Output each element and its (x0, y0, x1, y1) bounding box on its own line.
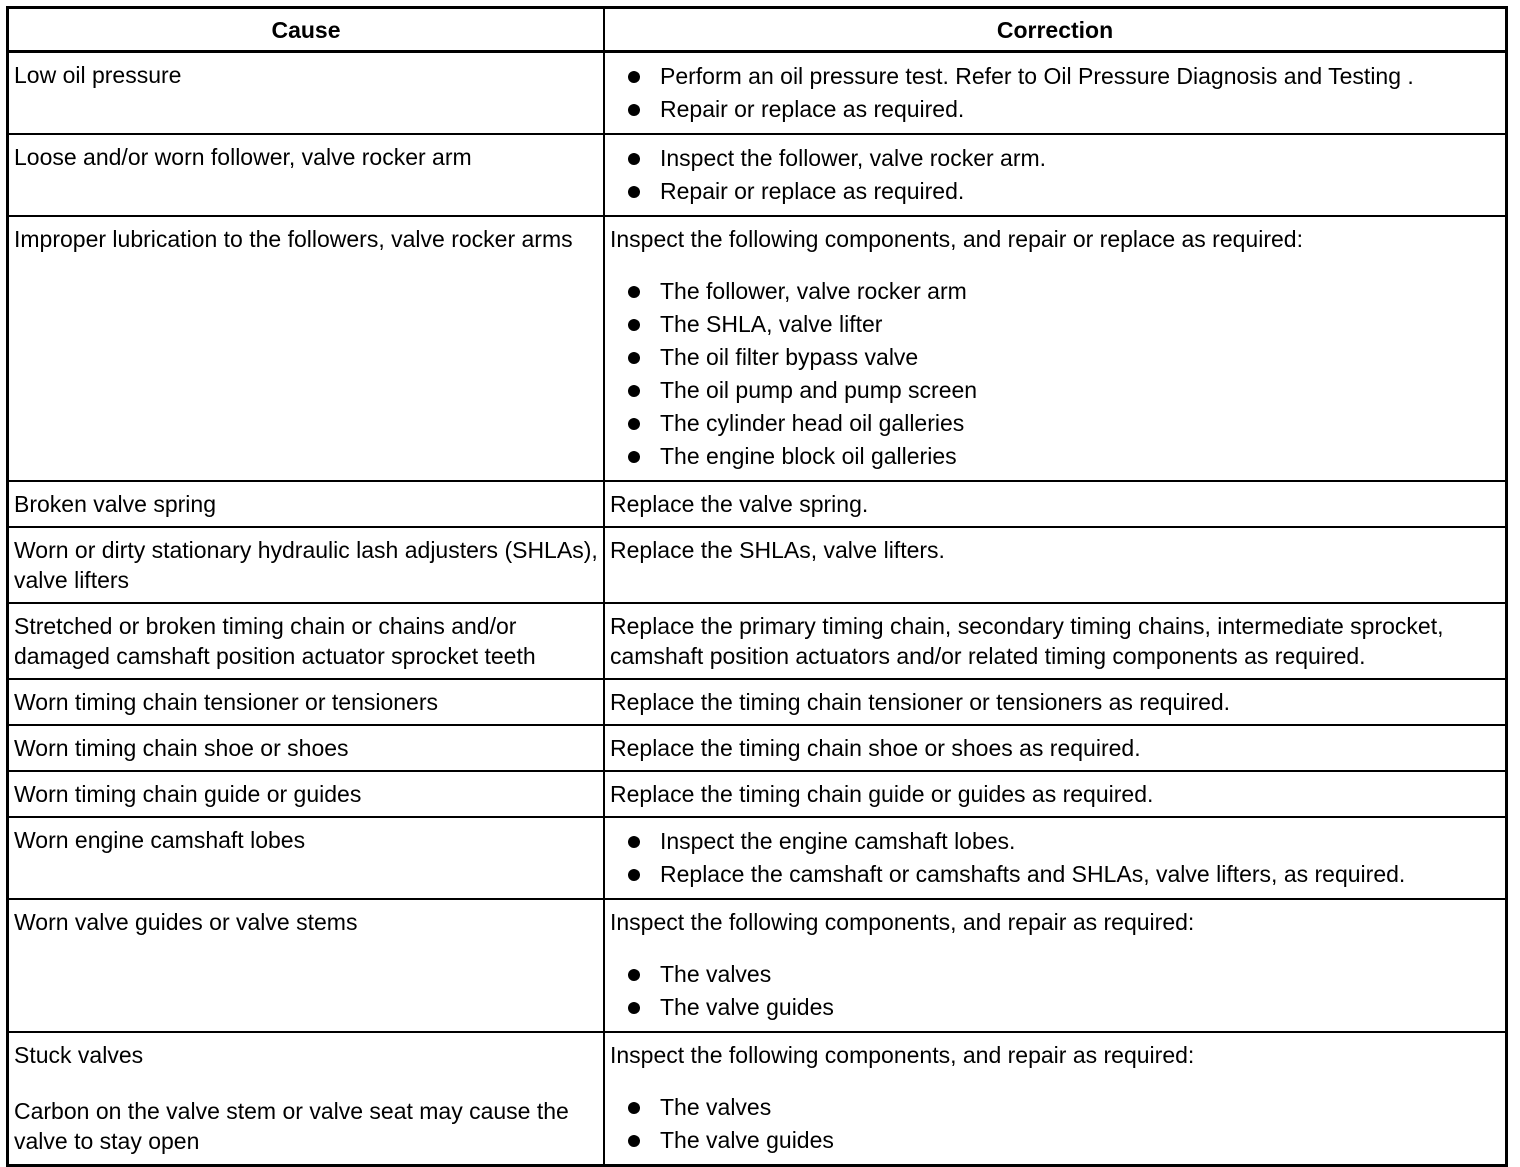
table-row (8, 771, 1507, 817)
cause-text: Broken valve spring (14, 491, 216, 517)
correction-bullet-list (610, 825, 1500, 891)
cause-text: Worn engine camshaft lobes (14, 827, 306, 853)
cause-text: Low oil pressure (14, 62, 182, 88)
cause-cell (8, 1032, 605, 1166)
table-row (8, 52, 1507, 135)
cause-cell (8, 216, 605, 481)
correction-bullet-list (610, 958, 1500, 1024)
cause-text: Worn timing chain shoe or shoes (14, 735, 349, 761)
table-row (8, 216, 1507, 481)
correction-text: Replace the timing chain guide or guides as required. (610, 781, 1154, 807)
header-row (8, 8, 1507, 52)
cause-text: Worn valve guides or valve stems (14, 909, 358, 935)
cause-text: Loose and/or worn follower, valve rocker arm (14, 144, 472, 170)
cause-cell (8, 725, 605, 771)
bullet-item: Perform an oil pressure test. Refer to Oil Pressure Diagnosis and Testing . (610, 60, 1500, 93)
cause-text: Improper lubrication to the followers, valve rocker arms (14, 226, 573, 252)
correction-cell (604, 52, 1507, 135)
cause-text: Worn timing chain guide or guides (14, 781, 362, 807)
correction-text: Replace the primary timing chain, secondary timing chains, intermediate sprocket, camshaft position actuators and/or related timing components as required. (610, 613, 1444, 669)
bullet-item: Repair or replace as required. (610, 93, 1500, 126)
correction-text: Replace the SHLAs, valve lifters. (610, 537, 945, 563)
bullet-item: The valve guides (610, 991, 1500, 1024)
table-row (8, 899, 1507, 1032)
bullet-item: The valves (610, 958, 1500, 991)
correction-cell (604, 899, 1507, 1032)
diagnosis-table (6, 6, 1508, 1167)
cause-cell (8, 481, 605, 527)
bullet-item: The follower, valve rocker arm (610, 275, 1500, 308)
table-row (8, 725, 1507, 771)
bullet-item: The valve guides (610, 1124, 1500, 1157)
correction-intro: Inspect the following components, and repair as required: (610, 1042, 1195, 1068)
cause-cell (8, 603, 605, 679)
cause-cell (8, 817, 605, 899)
table-row (8, 481, 1507, 527)
correction-cell (604, 134, 1507, 216)
correction-cell (604, 679, 1507, 725)
table-row (8, 1032, 1507, 1166)
correction-cell (604, 527, 1507, 603)
cause-cell (8, 527, 605, 603)
correction-cell (604, 817, 1507, 899)
correction-bullet-list (610, 60, 1500, 126)
table-row (8, 527, 1507, 603)
table-body (8, 52, 1507, 1166)
correction-text: Replace the timing chain tensioner or tensioners as required. (610, 689, 1231, 715)
correction-cell (604, 1032, 1507, 1166)
cause-text: Worn timing chain tensioner or tensioners (14, 689, 439, 715)
correction-intro: Inspect the following components, and repair as required: (610, 909, 1195, 935)
table-row (8, 679, 1507, 725)
table-row (8, 134, 1507, 216)
bullet-item: The cylinder head oil galleries (610, 407, 1500, 440)
bullet-item: Replace the camshaft or camshafts and SHLAs, valve lifters, as required. (610, 858, 1500, 891)
cause-text: Stretched or broken timing chain or chains and/or damaged camshaft position actuator sprocket teeth (14, 613, 536, 669)
correction-bullet-list (610, 1091, 1500, 1157)
cause-text: Worn or dirty stationary hydraulic lash adjusters (SHLAs), valve lifters (14, 537, 598, 593)
bullet-item: Inspect the follower, valve rocker arm. (610, 142, 1500, 175)
cause-cell (8, 134, 605, 216)
bullet-item: The SHLA, valve lifter (610, 308, 1500, 341)
correction-cell (604, 481, 1507, 527)
correction-text: Replace the valve spring. (610, 491, 869, 517)
bullet-item: Inspect the engine camshaft lobes. (610, 825, 1500, 858)
correction-header: Correction (604, 8, 1507, 52)
correction-bullet-list (610, 142, 1500, 208)
cause-cell (8, 52, 605, 135)
cause-cell (8, 679, 605, 725)
table-row (8, 603, 1507, 679)
cause-text: Stuck valves (14, 1042, 144, 1068)
correction-text: Replace the timing chain shoe or shoes as required. (610, 735, 1141, 761)
bullet-item: The oil filter bypass valve (610, 341, 1500, 374)
correction-cell (604, 771, 1507, 817)
bullet-item: Repair or replace as required. (610, 175, 1500, 208)
bullet-item: The oil pump and pump screen (610, 374, 1500, 407)
cause-note: Carbon on the valve stem or valve seat may cause the valve to stay open (14, 1098, 569, 1154)
correction-intro: Inspect the following components, and repair or replace as required: (610, 226, 1303, 252)
bullet-item: The valves (610, 1091, 1500, 1124)
correction-cell (604, 216, 1507, 481)
bullet-item: The engine block oil galleries (610, 440, 1500, 473)
table-row (8, 817, 1507, 899)
cause-cell (8, 899, 605, 1032)
correction-cell (604, 603, 1507, 679)
correction-cell (604, 725, 1507, 771)
correction-bullet-list (610, 275, 1500, 473)
cause-header: Cause (8, 8, 605, 52)
cause-cell (8, 771, 605, 817)
